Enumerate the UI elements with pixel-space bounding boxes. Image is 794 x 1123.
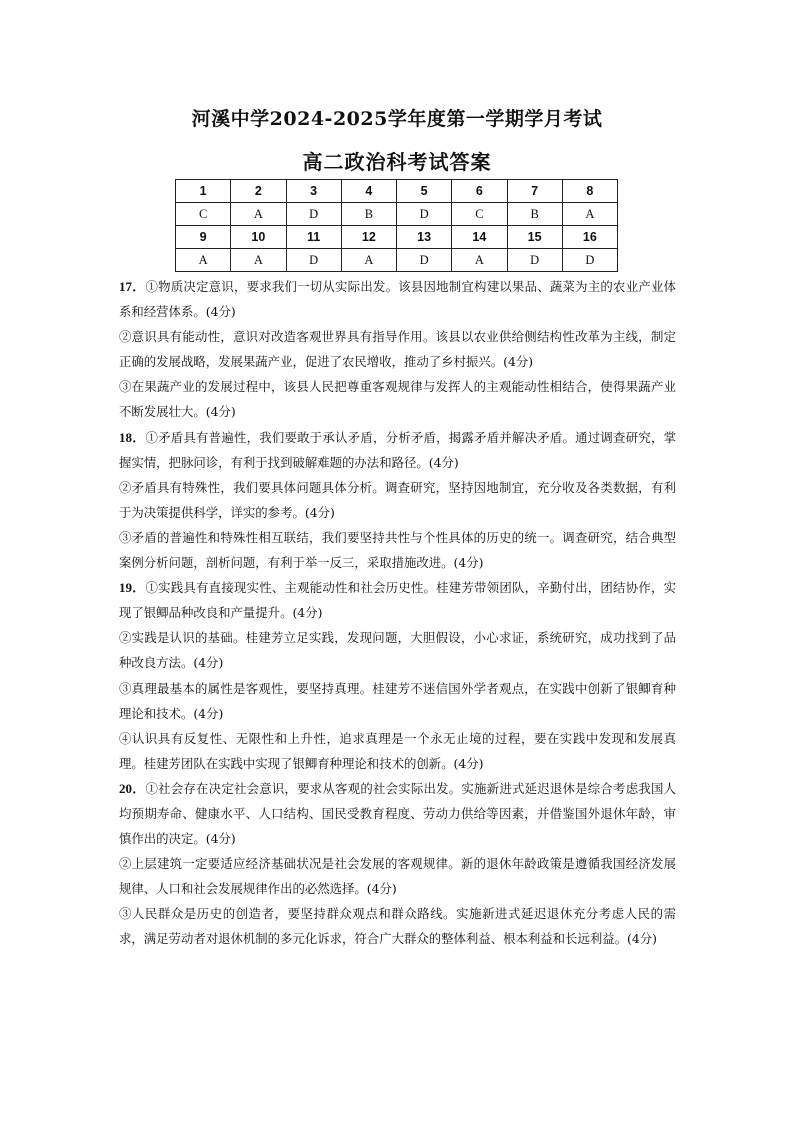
question-number-cell: 9	[176, 226, 231, 249]
q20-point-3: ③人民群众是历史的创造者，要坚持群众观点和群众路线。实施新进式延迟退休充分考虑人民的需求，满足劳动者对退休机制的多元化诉求，符合广大群众的整体利益、根本利益和长远利益。(4分)	[119, 906, 676, 947]
q17-point-1: 17．①物质决定意识，要求我们一切从实际出发。该县因地制宜构建以果品、蔬菜为主的农业产业体系和经营体系。(4分)	[119, 279, 676, 320]
answer-table-number-row	[176, 180, 618, 203]
question-number-cell: 16	[562, 226, 617, 249]
answer-body	[119, 274, 676, 952]
answer-cell: B	[507, 203, 562, 226]
answer-table	[175, 179, 618, 272]
question-number-cell: 14	[452, 226, 507, 249]
question-number-cell: 12	[341, 226, 396, 249]
q19-point-3: ③真理最基本的属性是客观性，要坚持真理。桂建芳不迷信国外学者观点，在实践中创新了银鲫育种理论和技术。(4分)	[119, 680, 676, 721]
answer-cell: D	[286, 203, 341, 226]
question-number: 19．	[119, 580, 146, 596]
question-number-cell: 1	[176, 180, 231, 203]
question-number-cell: 3	[286, 180, 341, 203]
answer-table-answer-row	[176, 203, 618, 226]
q20-point-2: ②上层建筑一定要适应经济基础状况是社会发展的客观规律。新的退休年龄政策是遵循我国经济发展规律、人口和社会发展规律作出的必然选择。(4分)	[119, 856, 676, 897]
q18-point-1: 18．①矛盾具有普遍性，我们要敢于承认矛盾，分析矛盾，揭露矛盾并解决矛盾。通过调查研究，掌握实情，把脉问诊，有利于找到破解难题的办法和路径。(4分)	[119, 429, 676, 470]
question-number-cell: 6	[452, 180, 507, 203]
answer-cell: D	[562, 249, 617, 272]
question-number: 20．	[119, 780, 146, 796]
answer-cell: B	[341, 203, 396, 226]
answer-cell: A	[231, 249, 286, 272]
answer-table-answer-row	[176, 249, 618, 272]
q19-point-1: 19．①实践具有直接现实性、主观能动性和社会历史性。桂建芳带领团队，辛勤付出，团结协作，实现了银鲫品种改良和产量提升。(4分)	[119, 580, 676, 621]
answer-cell: D	[286, 249, 341, 272]
exam-title: 河溪中学2024-2025学年度第一学期学月考试	[191, 108, 603, 130]
answer-cell: C	[452, 203, 507, 226]
question-number-cell: 11	[286, 226, 341, 249]
question-number-cell: 7	[507, 180, 562, 203]
exam-subtitle: 高二政治科考试答案	[302, 150, 492, 174]
q19-point-4: ④认识具有反复性、无限性和上升性，追求真理是一个永无止境的过程，要在实践中发现和发展真理。桂建芳团队在实践中实现了银鲫育种理论和技术的创新。(4分)	[119, 730, 676, 771]
q20-point-1: 20．①社会存在决定社会意识，要求从客观的社会实际出发。实施新进式延迟退休是综合考虑我国人均预期寿命、健康水平、人口结构、国民受教育程度、劳动力供给等因素，并借鉴国外退休年龄，审慎作出的决定。(4分)	[119, 780, 676, 847]
question-number-cell: 13	[397, 226, 452, 249]
answer-cell: D	[397, 203, 452, 226]
question-number-cell: 5	[397, 180, 452, 203]
question-number-cell: 15	[507, 226, 562, 249]
answer-cell: A	[231, 203, 286, 226]
answer-cell: D	[507, 249, 562, 272]
q18-point-3: ③矛盾的普遍性和特殊性相互联结，我们要坚持共性与个性具体的历史的统一。调查研究，结合典型案例分析问题，剖析问题，有利于举一反三，采取措施改进。(4分)	[119, 529, 676, 571]
question-number-cell: 10	[231, 226, 286, 249]
answer-cell: A	[341, 249, 396, 272]
answer-cell: C	[176, 203, 231, 226]
q19-point-2: ②实践是认识的基础。桂建芳立足实践，发现问题，大胆假设，小心求证，系统研究，成功找到了品种改良方法。(4分)	[119, 630, 676, 671]
q18-point-2: ②矛盾具有特殊性，我们要具体问题具体分析。调查研究，坚持因地制宜，充分收及各类数据，有利于为决策提供科学，详实的参考。(4分)	[119, 479, 676, 520]
answer-cell: A	[452, 249, 507, 272]
answer-cell: D	[397, 249, 452, 272]
answer-cell: A	[562, 203, 617, 226]
q17-point-2: ②意识具有能动性，意识对改造客观世界具有指导作用。该县以农业供给侧结构性改革为主线，制定正确的发展战略，发展果蔬产业，促进了农民增收，推动了乡村振兴。(4分)	[119, 329, 676, 370]
answer-table-number-row	[176, 226, 618, 249]
question-number: 18．	[119, 429, 146, 445]
q17-point-3: ③在果蔬产业的发展过程中，该县人民把尊重客观规律与发挥人的主观能动性相结合，使得果蔬产业不断发展壮大。(4分)	[119, 379, 676, 420]
answer-cell: A	[176, 249, 231, 272]
question-number-cell: 4	[341, 180, 396, 203]
question-number-cell: 8	[562, 180, 617, 203]
question-number-cell: 2	[231, 180, 286, 203]
question-number: 17．	[119, 279, 146, 294]
